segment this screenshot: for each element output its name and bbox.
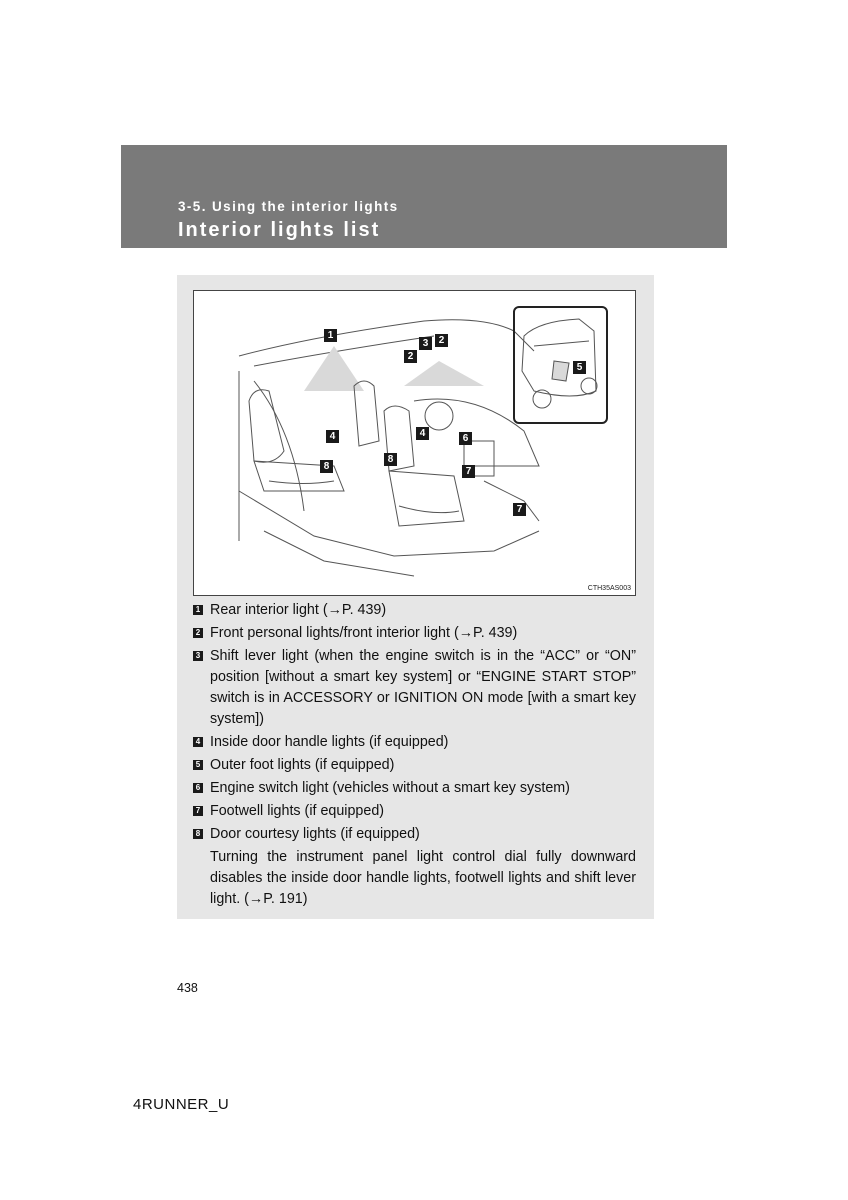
figure-callout: 3 bbox=[419, 337, 432, 350]
page-number: 438 bbox=[177, 981, 198, 995]
figure-callout: 2 bbox=[404, 350, 417, 363]
list-item bbox=[193, 778, 636, 799]
item-number-badge: 5 bbox=[193, 760, 203, 770]
interior-lights-illustration bbox=[193, 290, 636, 596]
item-text: Door courtesy lights (if equipped) bbox=[210, 826, 420, 842]
item-number-badge: 4 bbox=[193, 737, 203, 747]
item-number-badge: 3 bbox=[193, 651, 203, 661]
item-text: Outer foot lights (if equipped) bbox=[210, 757, 395, 773]
list-item bbox=[193, 623, 636, 644]
item-number-badge: 7 bbox=[193, 806, 203, 816]
footer-model-code: 4RUNNER_U bbox=[133, 1096, 230, 1113]
figure-callout: 8 bbox=[384, 453, 397, 466]
list-item bbox=[193, 732, 636, 753]
item-number-badge: 8 bbox=[193, 829, 203, 839]
page-title: Interior lights list bbox=[178, 219, 381, 241]
content-panel bbox=[177, 275, 654, 919]
list-item bbox=[193, 646, 636, 730]
figure-callout: 5 bbox=[573, 361, 586, 374]
vehicle-interior-drawing bbox=[194, 291, 635, 595]
item-text: Front personal lights/front interior light (→P. 439) bbox=[210, 625, 518, 641]
item-text: Engine switch light (vehicles without a smart key system) bbox=[210, 780, 570, 796]
figure-callout: 1 bbox=[324, 329, 337, 342]
section-label: 3-5. Using the interior lights bbox=[178, 199, 399, 214]
list-item bbox=[193, 801, 636, 822]
section-header-bar bbox=[121, 145, 727, 248]
item-number-badge: 2 bbox=[193, 628, 203, 638]
item-text: Shift lever light (when the engine switch is in the “ACC” or “ON” position [without a smart key system] or “ENGINE START STOP” switch is in ACCESSORY or IGNITION ON mode [with a smart key system]) bbox=[210, 648, 636, 727]
figure-callout: 7 bbox=[462, 465, 475, 478]
item-number-badge: 6 bbox=[193, 783, 203, 793]
note-text: Turning the instrument panel light control dial fully downward disables the inside door handle lights, footwell lights and shift lever light. (→P. 191) bbox=[210, 849, 636, 907]
figure-callout: 4 bbox=[416, 427, 429, 440]
list-item bbox=[193, 600, 636, 621]
lights-list bbox=[193, 600, 636, 910]
figure-callout: 7 bbox=[513, 503, 526, 516]
figure-callout: 6 bbox=[459, 432, 472, 445]
list-item bbox=[193, 755, 636, 776]
figure-callout: 2 bbox=[435, 334, 448, 347]
figure-callout: 4 bbox=[326, 430, 339, 443]
item-text: Inside door handle lights (if equipped) bbox=[210, 734, 449, 750]
figure-code: CTH35AS003 bbox=[587, 585, 631, 592]
list-item bbox=[193, 824, 636, 845]
item-text: Rear interior light (→P. 439) bbox=[210, 602, 387, 618]
figure-callout: 8 bbox=[320, 460, 333, 473]
item-text: Footwell lights (if equipped) bbox=[210, 803, 385, 819]
item-number-badge: 1 bbox=[193, 605, 203, 615]
